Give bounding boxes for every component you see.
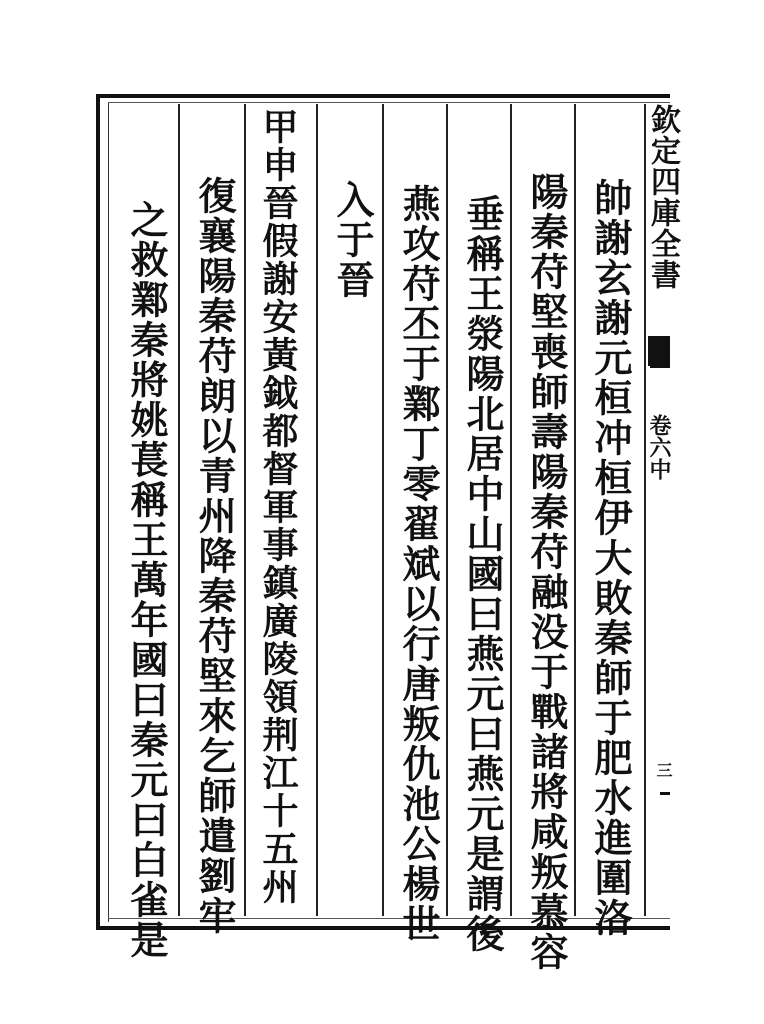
inner-top-border xyxy=(108,102,670,103)
book-title: 欽定四庫全書 xyxy=(645,104,680,290)
column-divider xyxy=(382,104,384,916)
text-column-4: 燕攻苻丕于鄴丁零翟斌以行唐叛仇池公楊世 xyxy=(396,184,441,944)
inner-left-border xyxy=(108,102,109,922)
margin-tick xyxy=(660,792,670,795)
text-column-1: 帥謝玄謝元桓冲桓伊大敗秦師于肥水進圍洛 xyxy=(588,178,633,938)
column-divider xyxy=(510,104,512,916)
text-column-6: 甲申晉假謝安黃鉞都督軍事鎮廣陵領荆江十五州 xyxy=(257,108,299,906)
fishtail-line xyxy=(650,366,670,368)
frame-bottom-border xyxy=(96,926,670,930)
juan-label: 卷六中 xyxy=(646,414,672,480)
text-column-5: 入于晉 xyxy=(330,180,375,300)
column-divider xyxy=(316,104,318,916)
text-column-2: 陽秦苻堅喪師壽陽秦苻融没于戰諸將咸叛慕容 xyxy=(524,172,569,972)
fishtail-mark xyxy=(648,336,670,366)
column-divider xyxy=(446,104,448,916)
column-divider xyxy=(178,104,180,916)
column-divider xyxy=(244,104,246,916)
page-number: 三 xyxy=(654,762,673,778)
column-divider xyxy=(574,104,576,916)
text-column-8: 之救鄴秦將姚萇稱王萬年國曰秦元曰白雀是 xyxy=(124,200,169,960)
text-column-7: 復襄陽秦苻朗以青州降秦苻堅來乞師遣劉牢 xyxy=(192,176,237,936)
text-column-3: 垂稱王滎陽北居中山國曰燕元曰燕元是謂後 xyxy=(460,194,505,954)
frame-top-border xyxy=(96,94,670,98)
frame-left-border xyxy=(96,94,100,930)
